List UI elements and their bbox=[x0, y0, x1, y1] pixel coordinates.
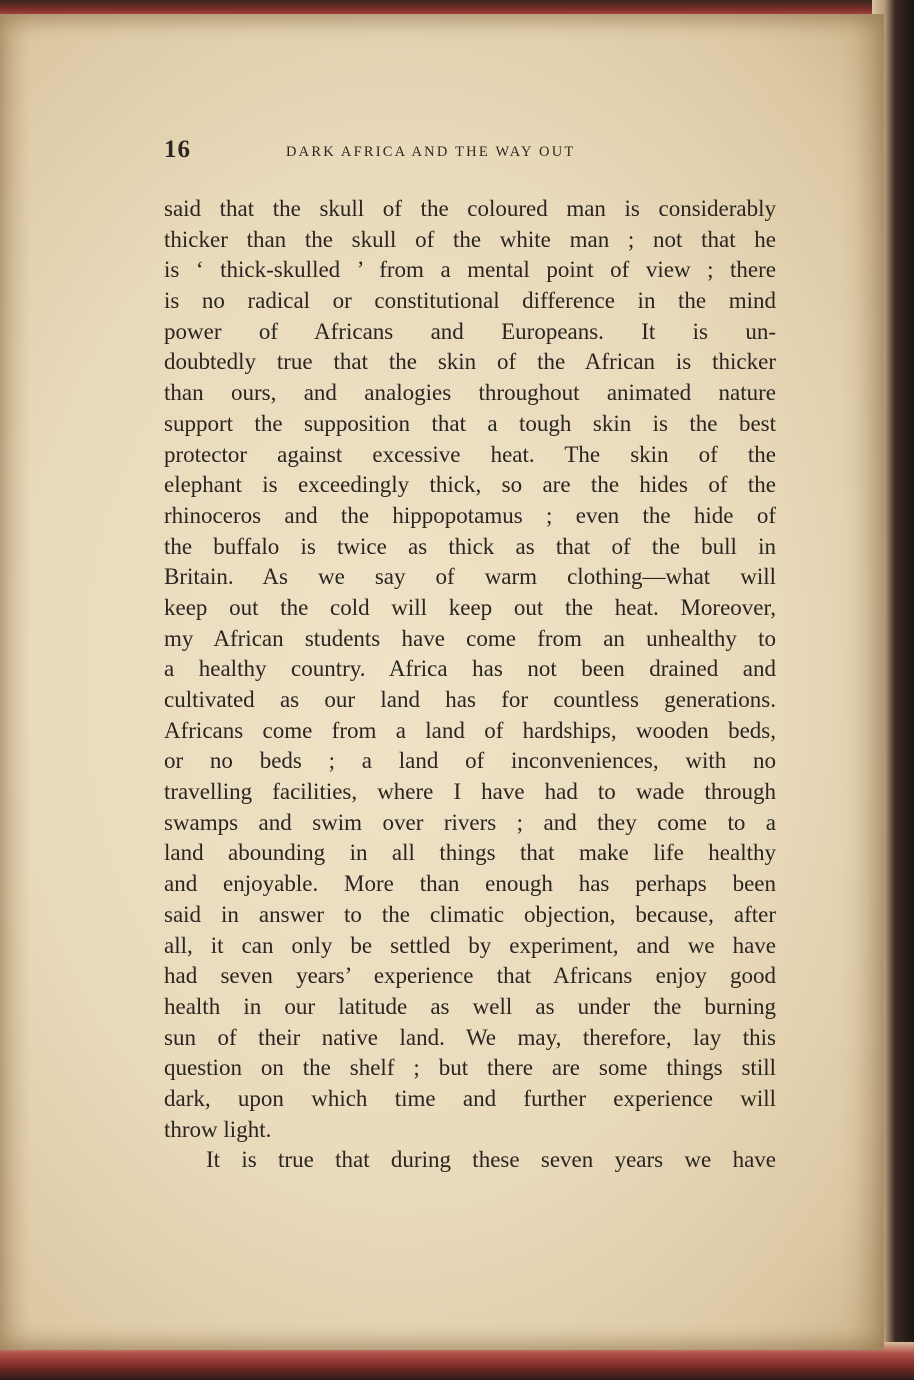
text-line: doubtedly true that the skin of the African is thicker bbox=[164, 349, 776, 375]
text-line: Britain. As we say of warm clothing—what will bbox=[164, 564, 776, 590]
text-line: question on the shelf ; but there are some things still bbox=[164, 1055, 776, 1081]
text-line: protector against excessive heat. The skin of the bbox=[164, 441, 776, 467]
text-line: throw light. bbox=[164, 1116, 272, 1142]
text-line: land abounding in all things that make life healthy bbox=[164, 840, 776, 866]
running-head: DARK AFRICA AND THE WAY OUT bbox=[286, 144, 576, 160]
text-line: dark, upon which time and further experience will bbox=[164, 1085, 776, 1111]
text-line: said in answer to the climatic objection, because, after bbox=[164, 901, 776, 927]
text-line: It is true that during these seven years we have bbox=[206, 1147, 776, 1173]
text-line: rhinoceros and the hippopotamus ; even the hide of bbox=[164, 502, 776, 528]
text-line: travelling facilities, where I have had to wade through bbox=[164, 779, 776, 805]
text-line: or no beds ; a land of inconveniences, with no bbox=[164, 748, 776, 774]
text-line: and enjoyable. More than enough has perhaps been bbox=[164, 871, 776, 897]
text-line: Africans come from a land of hardships, wooden beds, bbox=[164, 717, 776, 743]
text-line: swamps and swim over rivers ; and they come to a bbox=[164, 809, 776, 835]
text-line: power of Africans and Europeans. It is un- bbox=[164, 318, 776, 344]
text-line: thicker than the skull of the white man ; not that he bbox=[164, 226, 776, 252]
text-line: is ‘ thick-skulled ’ from a mental point of view ; there bbox=[164, 257, 776, 283]
text-line: support the supposition that a tough skin is the best bbox=[164, 410, 776, 436]
text-line: said that the skull of the coloured man is considerably bbox=[164, 196, 776, 221]
text-line: health in our latitude as well as under the burning bbox=[164, 993, 776, 1019]
text-line: a healthy country. Africa has not been drained and bbox=[164, 656, 776, 682]
text-line: sun of their native land. We may, therefore, lay this bbox=[164, 1024, 776, 1050]
page-number: 16 bbox=[164, 136, 191, 163]
body-text bbox=[164, 194, 776, 1176]
text-line: is no radical or constitutional difference in the mind bbox=[164, 288, 776, 314]
text-line: than ours, and analogies throughout animated nature bbox=[164, 380, 776, 406]
gutter-shadow bbox=[0, 14, 30, 1350]
text-line: my African students have come from an unhealthy to bbox=[164, 625, 776, 651]
page-header bbox=[164, 136, 774, 176]
text-line: all, it can only be settled by experiment, and we have bbox=[164, 932, 776, 958]
text-line: cultivated as our land has for countless generations. bbox=[164, 687, 776, 712]
text-line: the buffalo is twice as thick as that of the bull in bbox=[164, 533, 776, 559]
text-line: had seven years’ experience that Africans enjoy good bbox=[164, 963, 776, 989]
text-line: elephant is exceedingly thick, so are the hides of the bbox=[164, 472, 776, 498]
text-line: keep out the cold will keep out the heat. Moreover, bbox=[164, 594, 776, 620]
